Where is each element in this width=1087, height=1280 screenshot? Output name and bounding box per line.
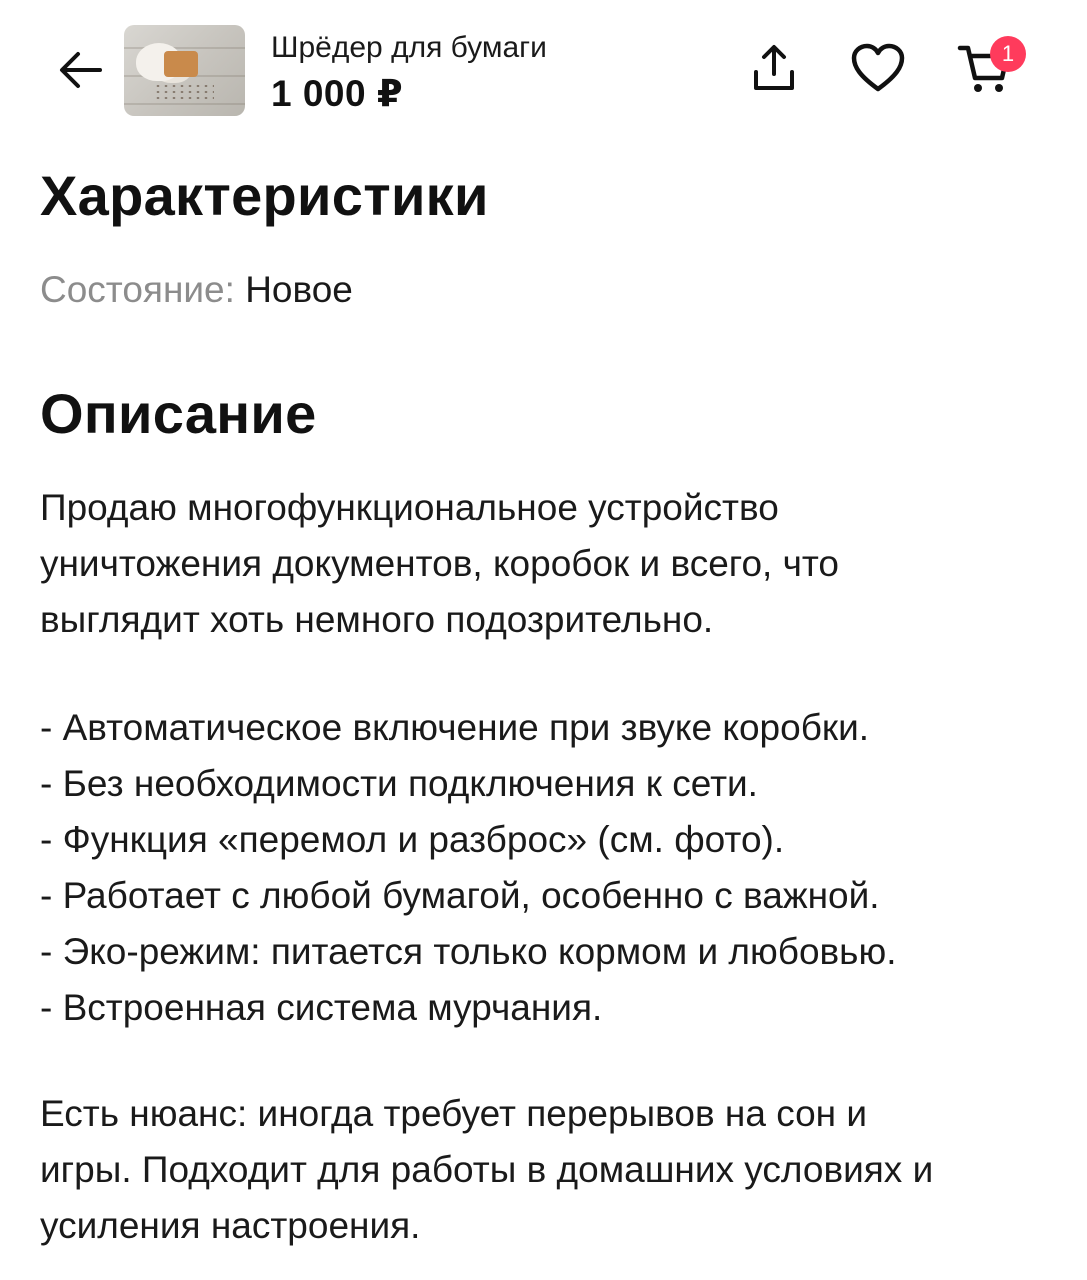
- description-line: усиления настроения.: [40, 1205, 421, 1246]
- arrow-left-icon: [58, 50, 102, 95]
- feature-item: - Встроенная система мурчания.: [40, 987, 603, 1028]
- feature-item: - Функция «перемол и разброс» (см. фото).: [40, 819, 785, 860]
- description-line: Продаю многофункциональное устройство: [40, 487, 779, 528]
- share-button[interactable]: [744, 40, 804, 100]
- feature-list: [40, 700, 1070, 1036]
- condition-label: Состояние:: [40, 269, 235, 310]
- share-icon: [749, 42, 799, 99]
- description-intro: [40, 480, 1070, 648]
- product-summary: [271, 30, 547, 116]
- feature-item: - Эко-режим: питается только кормом и любовью.: [40, 931, 897, 972]
- back-button[interactable]: [52, 44, 108, 100]
- cart-count-badge: 1: [990, 36, 1026, 72]
- condition-row: [40, 268, 353, 312]
- top-bar: [0, 0, 1087, 140]
- description-line: уничтожения документов, коробок и всего, что: [40, 543, 839, 584]
- product-thumbnail[interactable]: [124, 25, 245, 116]
- description-heading: Описание: [40, 382, 317, 445]
- description-line: выглядит хоть немного подозрительно.: [40, 599, 714, 640]
- feature-item: - Работает с любой бумагой, особенно с важной.: [40, 875, 880, 916]
- feature-item: - Без необходимости подключения к сети.: [40, 763, 758, 804]
- product-title: Шрёдер для бумаги: [271, 31, 547, 64]
- favorite-button[interactable]: [848, 40, 908, 100]
- description-note: [40, 1086, 1070, 1254]
- feature-item: - Автоматическое включение при звуке коробки.: [40, 707, 870, 748]
- description-line: Есть нюанс: иногда требует перерывов на сон и: [40, 1093, 868, 1134]
- characteristics-heading: Характеристики: [40, 164, 489, 227]
- condition-value: Новое: [245, 269, 353, 310]
- product-price: 1 000 ₽: [271, 73, 404, 114]
- heart-icon: [850, 43, 906, 98]
- description-line: игры. Подходит для работы в домашних условиях и: [40, 1149, 934, 1190]
